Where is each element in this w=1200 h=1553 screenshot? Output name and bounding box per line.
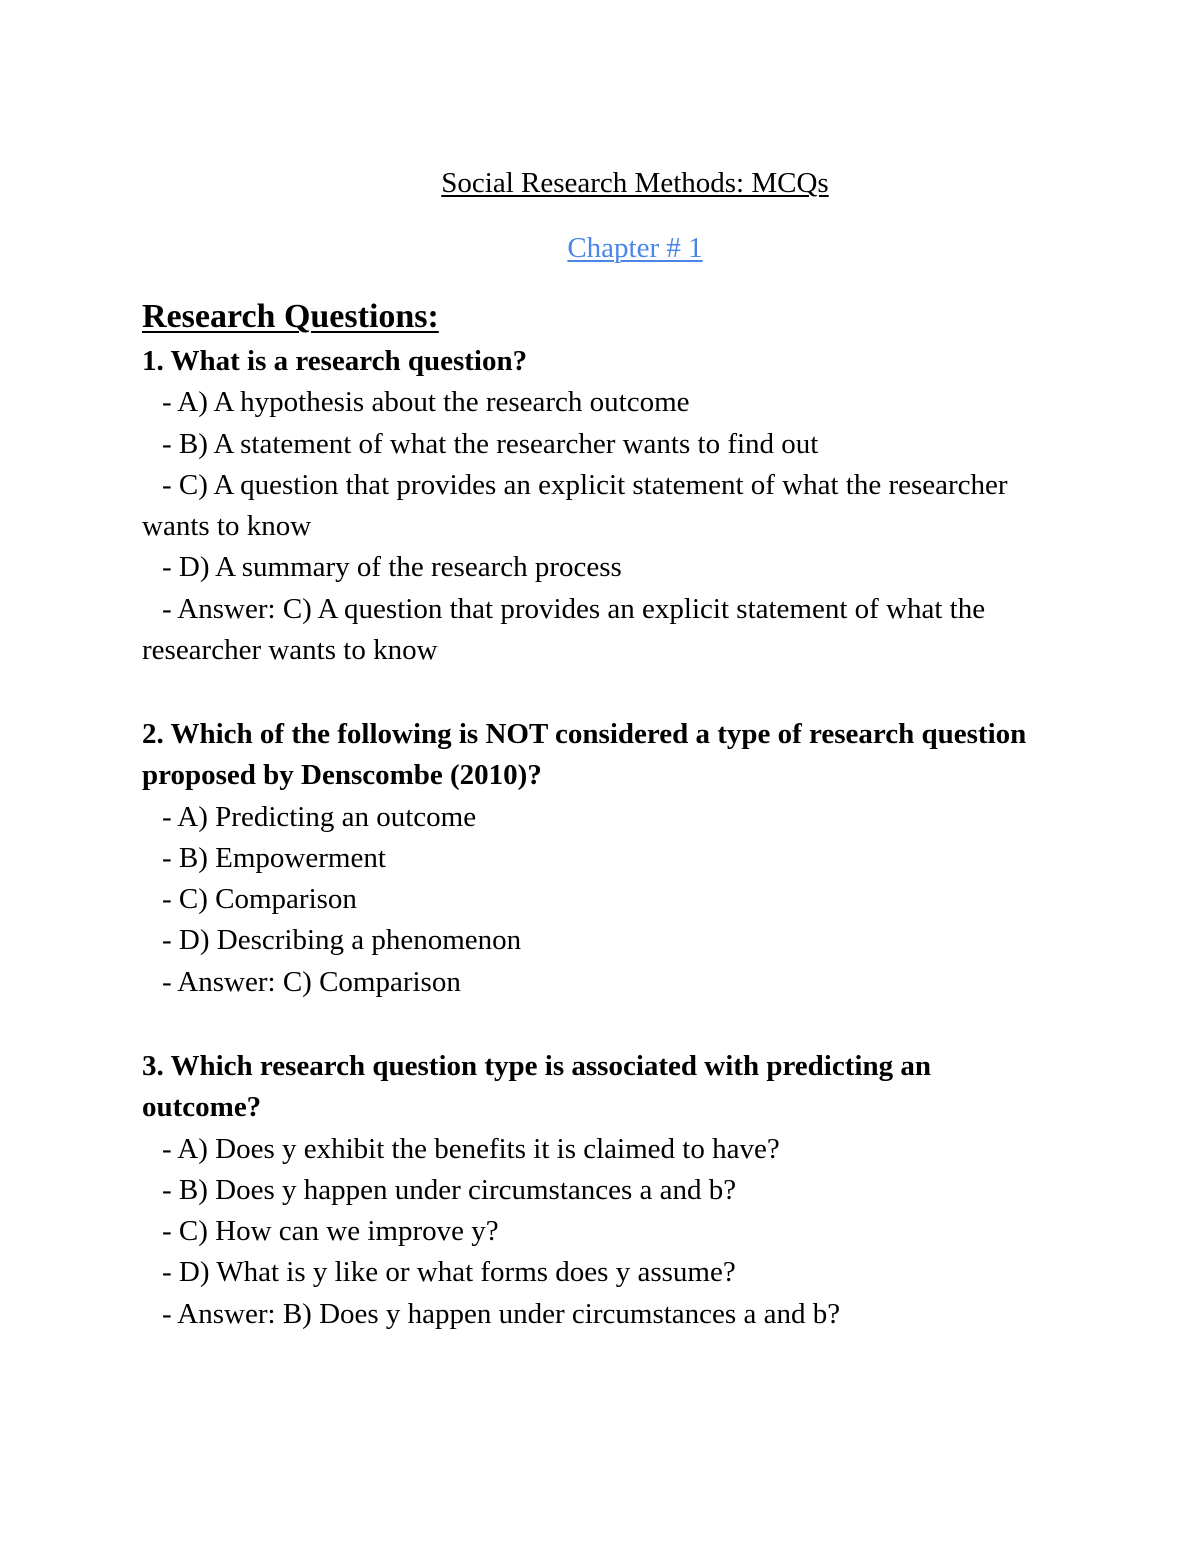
option-c: - C) A question that provides an explicit statement of what the researcher wants to know: [142, 468, 1008, 543]
question-block-1: [142, 341, 1042, 671]
question-text: 2. Which of the following is NOT considered a type of research question proposed by Denscombe (2010)?: [142, 718, 1027, 792]
section-heading: Research Questions:: [142, 298, 439, 335]
chapter-link[interactable]: Chapter # 1: [567, 232, 703, 264]
option-a: - A) A hypothesis about the research outcome: [162, 386, 690, 419]
question-text: 3. Which research question type is associated with predicting an outcome?: [142, 1050, 931, 1124]
option-b: - B) Empowerment: [162, 841, 386, 874]
answer: - Answer: B) Does y happen under circumstances a and b?: [162, 1297, 841, 1330]
question-block-3: [142, 1046, 1042, 1335]
question-text: 1. What is a research question?: [142, 345, 528, 377]
answer: - Answer: C) A question that provides an explicit statement of what the researcher wants to know: [142, 592, 986, 667]
option-b: - B) A statement of what the researcher wants to find out: [162, 427, 819, 460]
option-c: - C) Comparison: [162, 883, 357, 916]
document-title: Social Research Methods: MCQs: [441, 167, 829, 199]
question-block-2: [142, 714, 1042, 1003]
answer: - Answer: C) Comparison: [162, 965, 461, 998]
option-c: - C) How can we improve y?: [162, 1215, 499, 1248]
option-a: - A) Does y exhibit the benefits it is claimed to have?: [162, 1132, 780, 1165]
option-a: - A) Predicting an outcome: [162, 800, 477, 833]
option-d: - D) What is y like or what forms does y assume?: [162, 1256, 736, 1289]
option-b: - B) Does y happen under circumstances a and b?: [162, 1173, 737, 1206]
option-d: - D) A summary of the research process: [162, 551, 622, 584]
option-d: - D) Describing a phenomenon: [162, 924, 522, 957]
